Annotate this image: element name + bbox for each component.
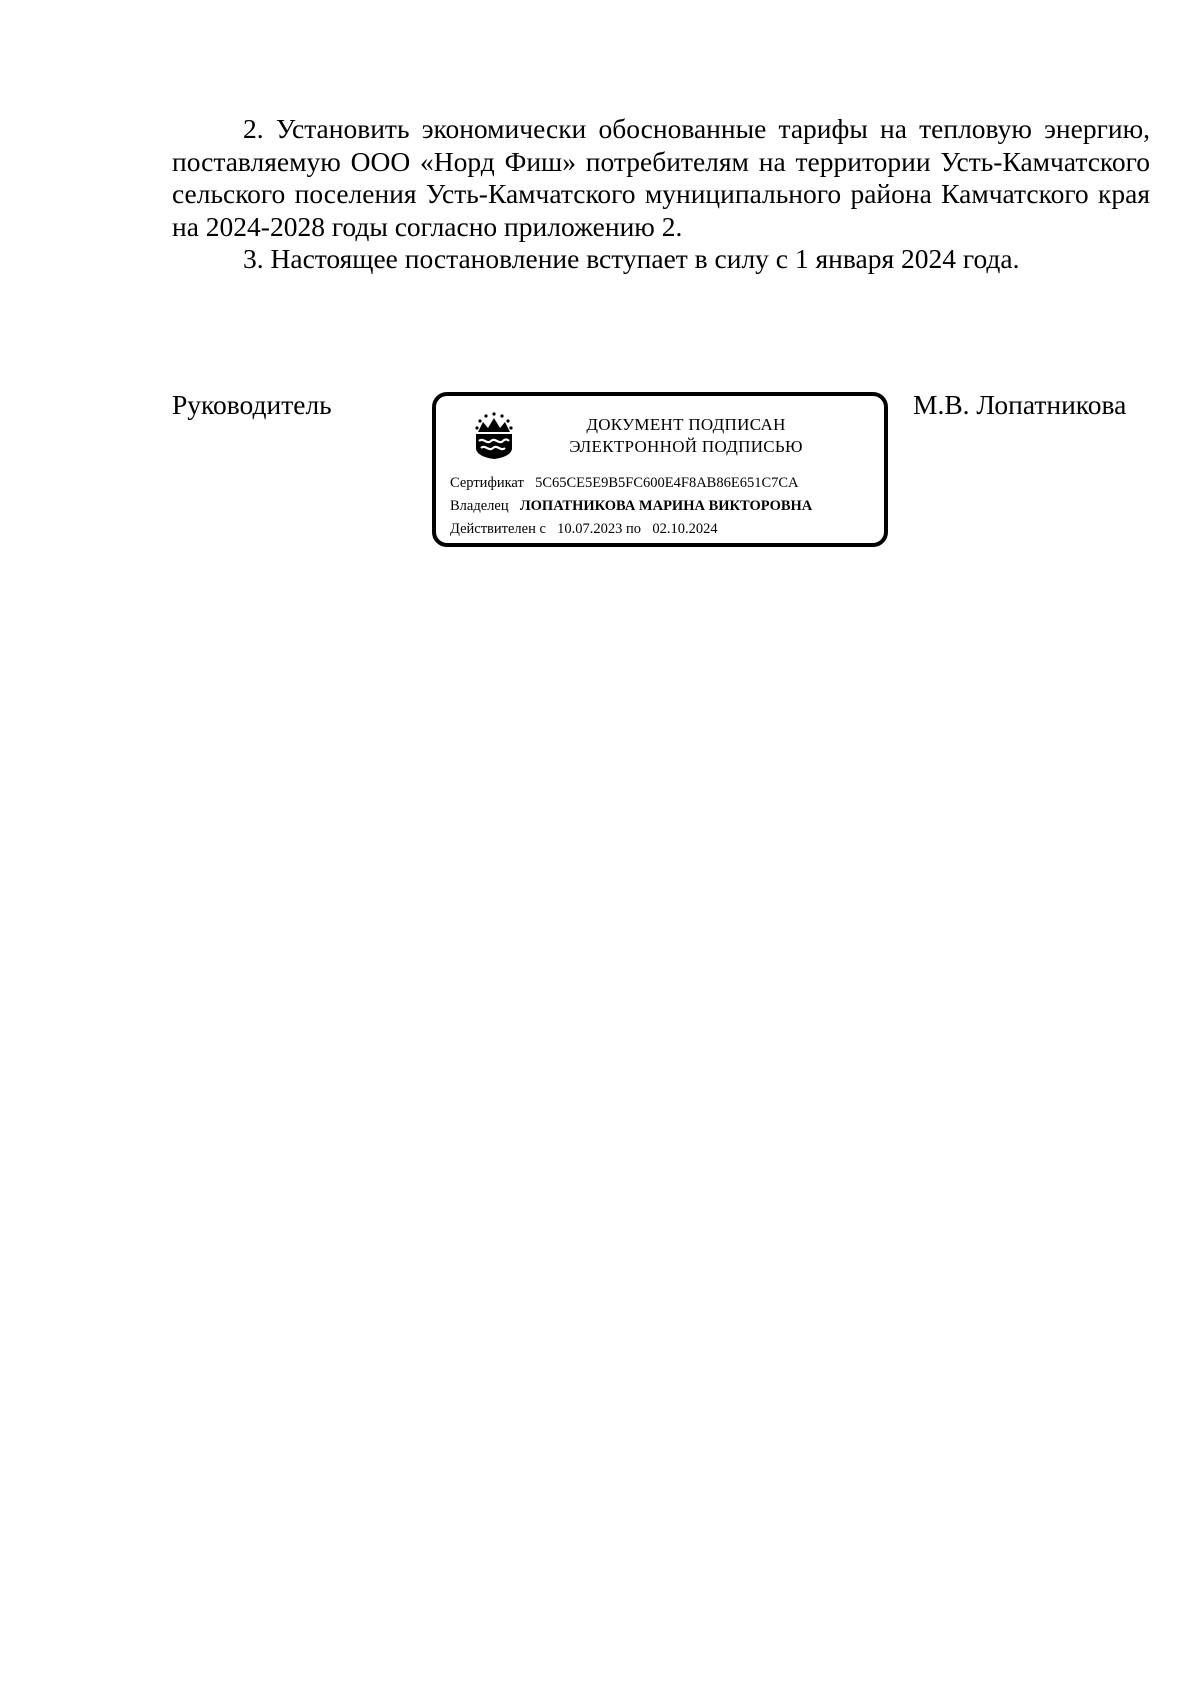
stamp-heading-line-2: ЭЛЕКТРОННОЙ ПОДПИСЬЮ (569, 437, 803, 456)
kamchatka-emblem-icon (469, 410, 519, 460)
paragraph-2: 2. Установить экономически обоснованные тарифы на тепловую энергию, поставляемую ООО «Норд Фиш» потребителям на территории Усть-Камчатского сельского поселения Усть-Камчатского муниципального района Камчатского края на 2024-2028 годы согласно приложению 2. (172, 113, 1150, 242)
owner-value: ЛОПАТНИКОВА МАРИНА ВИКТОРОВНА (519, 498, 813, 514)
certificate-label: Сертификат (450, 475, 524, 491)
stamp-certificate-line (450, 474, 799, 492)
stamp-heading (531, 414, 841, 458)
signatory-name: М.В. Лопатникова (913, 389, 1127, 420)
valid-from-label: с (539, 521, 546, 537)
electronic-signature-stamp (432, 392, 888, 547)
valid-to-date: 02.10.2024 (652, 521, 718, 537)
stamp-validity-line (450, 520, 718, 538)
valid-from-date: 10.07.2023 (557, 521, 623, 537)
owner-label: Владелец (450, 498, 509, 514)
certificate-value: 5C65CE5E9B5FC600E4F8AB86E651C7CA (535, 475, 799, 491)
valid-label: Действителен (450, 521, 536, 537)
paragraph-3: 3. Настоящее постановление вступает в силу с 1 января 2024 года. (243, 243, 1020, 274)
signatory-role: Руководитель (172, 389, 332, 420)
valid-to-label: по (626, 521, 642, 537)
document-body (172, 113, 1150, 276)
stamp-owner-line (450, 497, 812, 515)
stamp-heading-line-1: ДОКУМЕНТ ПОДПИСАН (586, 415, 786, 434)
